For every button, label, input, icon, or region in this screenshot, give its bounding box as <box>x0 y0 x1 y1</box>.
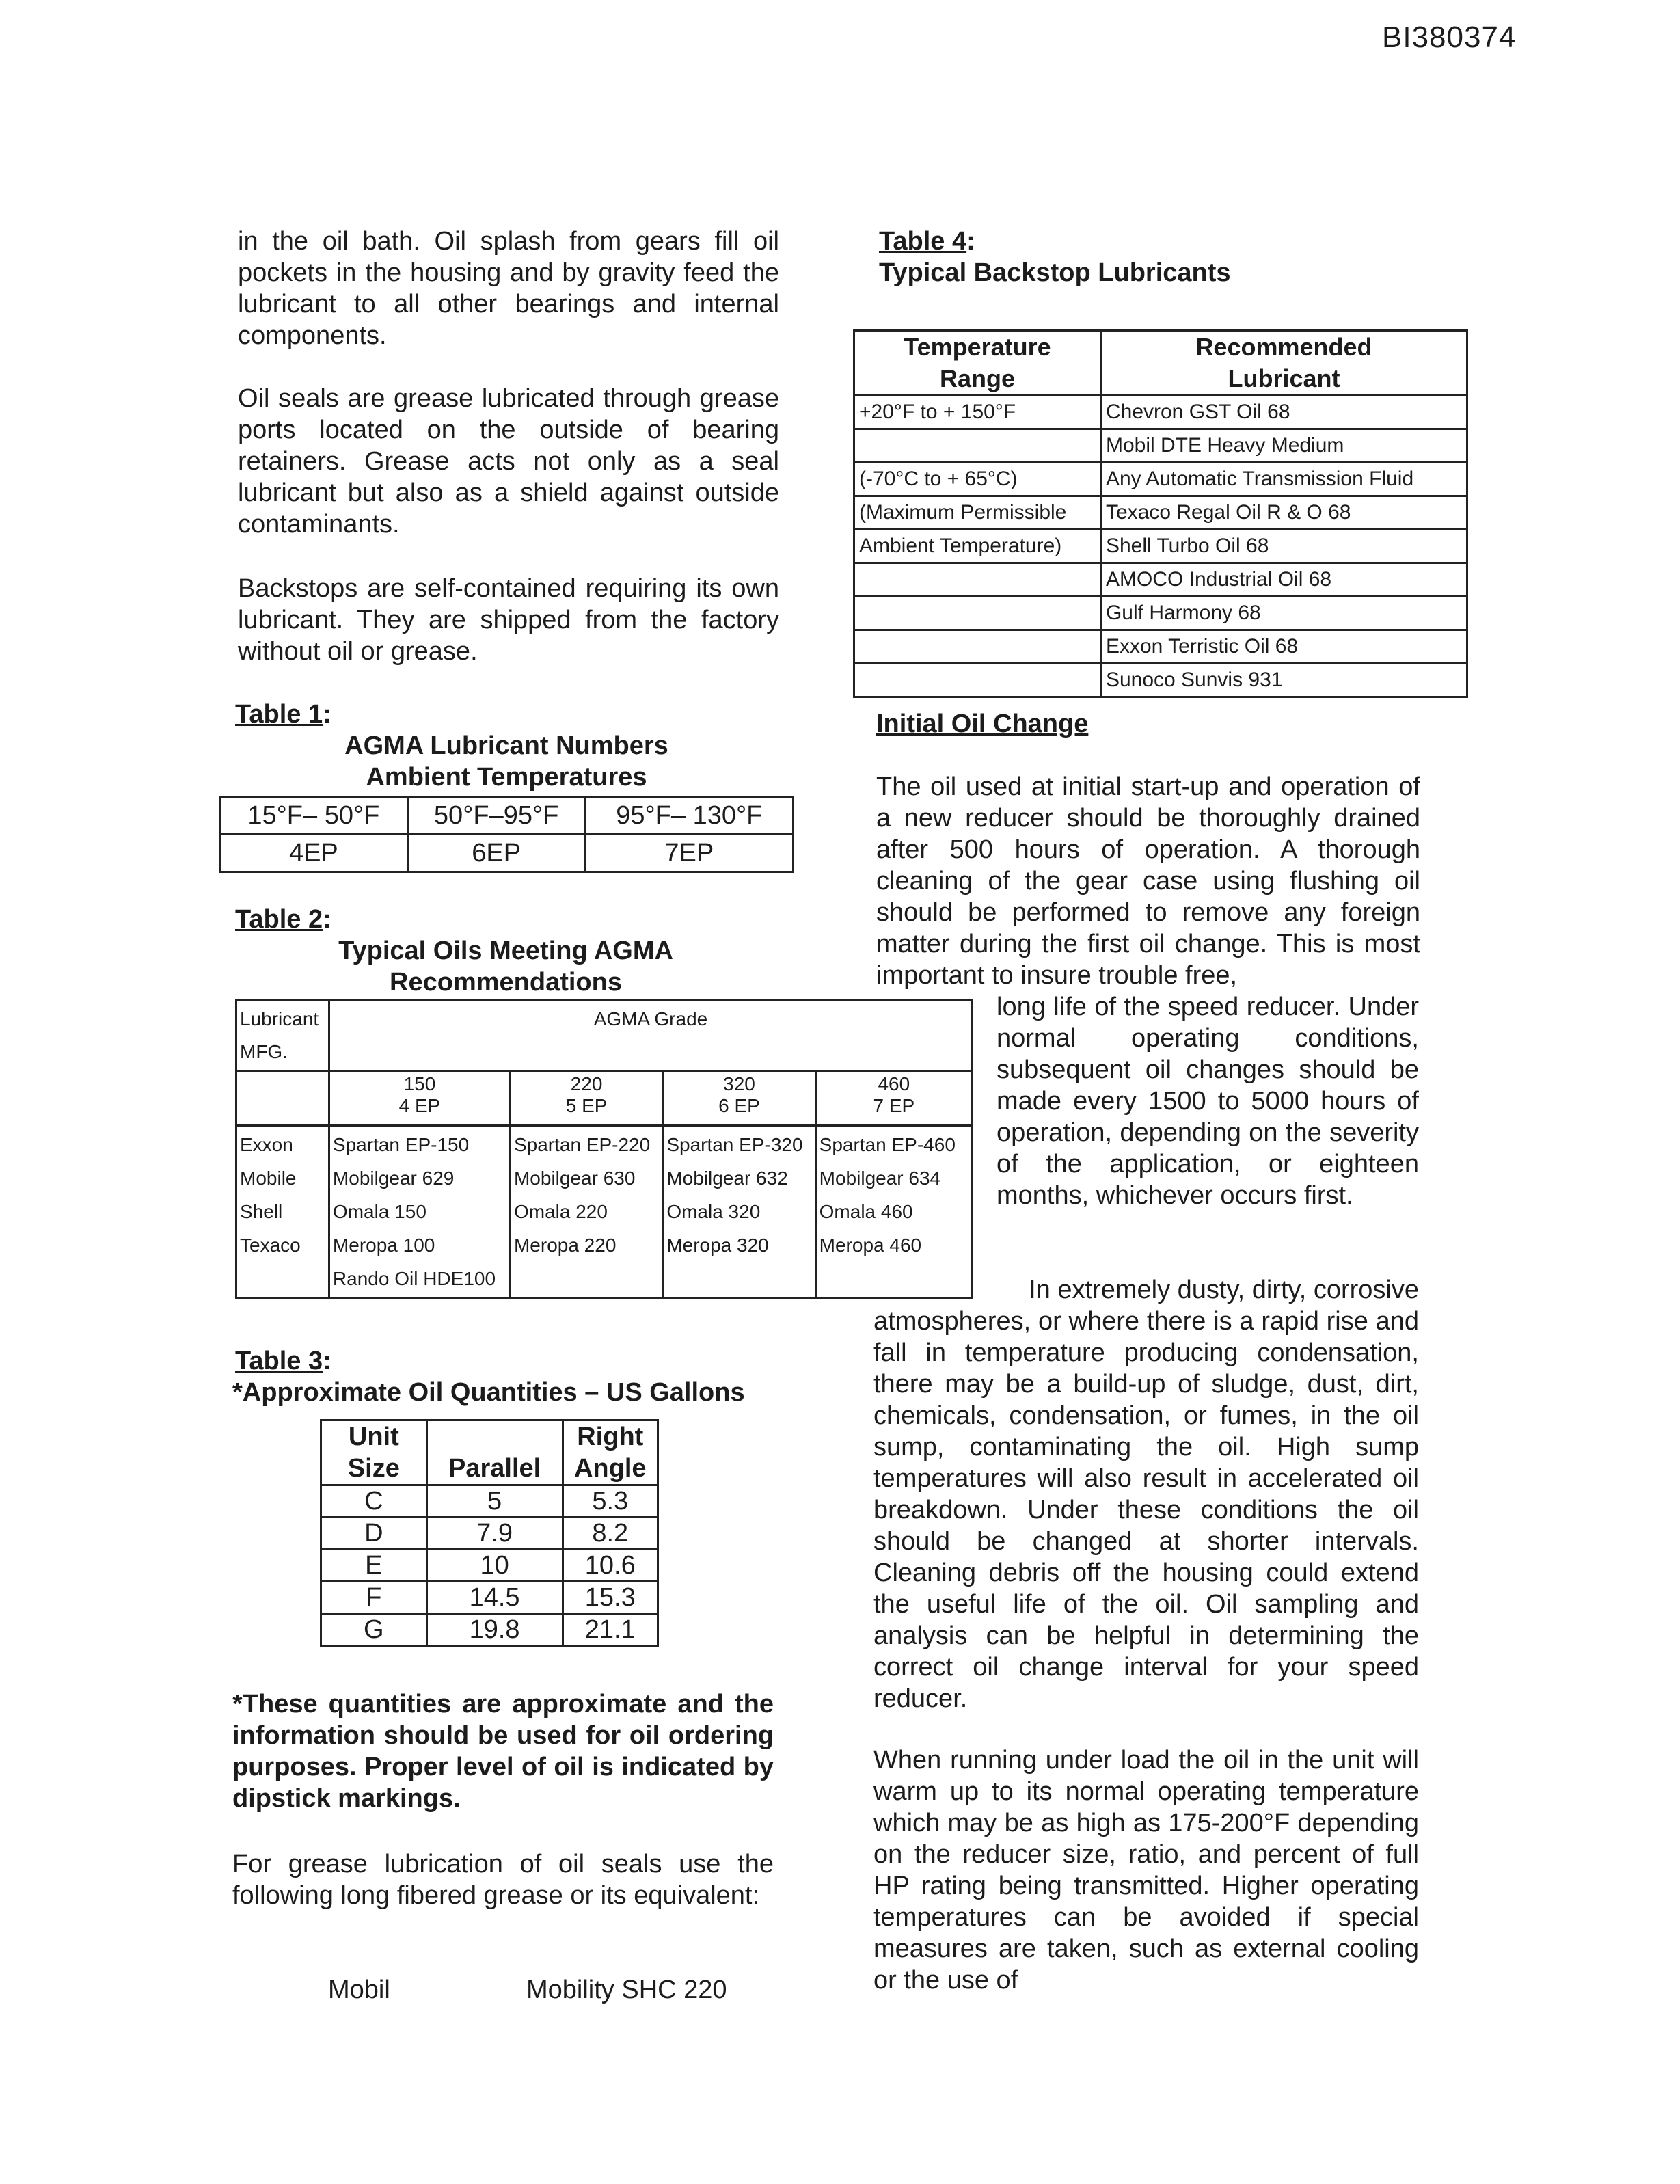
table1-header-cell: 50°F–95°F <box>407 797 585 835</box>
table-row <box>854 429 1467 463</box>
table1-title <box>219 730 794 793</box>
table3-oil-quantities <box>320 1419 659 1647</box>
table1-value-cell: 6EP <box>407 835 585 872</box>
table2-mfg-header: Lubricant MFG. <box>236 1001 329 1071</box>
table3-header-cell: Parallel <box>426 1420 563 1485</box>
table3-cell: 5.3 <box>563 1485 658 1518</box>
table3-cell: 14.5 <box>426 1582 563 1614</box>
table-row <box>321 1518 658 1550</box>
table2-grade320-column <box>663 1126 815 1298</box>
table2-cell: Meropa 320 <box>666 1235 769 1256</box>
table-row <box>854 463 1467 496</box>
table4-temp-cell <box>854 630 1101 664</box>
table-row <box>854 530 1467 563</box>
table4-lubricant-cell: Mobil DTE Heavy Medium <box>1100 429 1467 463</box>
table2-mfg-mobile: Mobile <box>240 1168 297 1189</box>
table2-cell: Omala 320 <box>666 1201 761 1222</box>
table2-title-line2: Recommendations <box>390 968 622 997</box>
table2-cell: Spartan EP-320 <box>666 1134 803 1155</box>
table-row <box>321 1485 658 1518</box>
table2-grade-cell: 150 4 EP <box>329 1071 510 1126</box>
table3-header-cell: Right Angle <box>563 1420 658 1485</box>
table1-value-cell: 4EP <box>220 835 408 872</box>
table3-cell: 10 <box>426 1550 563 1582</box>
table-row <box>321 1614 658 1646</box>
table3-cell: 21.1 <box>563 1614 658 1646</box>
paragraph-operating-temp: When running under load the oil in the unit will warm up to its normal operating temperature which may be as high as 175-200°F depending on the reducer size, ratio, and percent of full HP rating being transmitted. Higher operating temperatures can be avoided if special measures are taken, such as external cooling or the use of <box>873 1746 1419 1995</box>
table2-mfg-exxon: Exxon <box>240 1134 293 1155</box>
table4-lubricant-cell: Exxon Terristic Oil 68 <box>1100 630 1467 664</box>
table-row <box>321 1582 658 1614</box>
table3-cell: E <box>321 1550 427 1582</box>
table3-cell: 10.6 <box>563 1550 658 1582</box>
table1-header-row <box>220 797 794 835</box>
table4-header-row <box>854 331 1467 396</box>
paragraph-oil-bath: in the oil bath. Oil splash from gears fill oil pockets in the housing and by gravity feed the lubricant to all other bearings and internal components. <box>238 227 779 350</box>
table3-cell: 19.8 <box>426 1614 563 1646</box>
table2-grade-cell: 460 7 EP <box>815 1071 972 1126</box>
table3-cell: 5 <box>426 1485 563 1518</box>
table-row <box>854 597 1467 630</box>
table-row <box>854 496 1467 530</box>
table2-grade-cell: 220 5 EP <box>510 1071 662 1126</box>
table-row <box>854 396 1467 429</box>
table3-cell: 7.9 <box>426 1518 563 1550</box>
table4-temp-cell: Ambient Temperature) <box>854 530 1101 563</box>
table1-value-row <box>220 835 794 872</box>
table2-cell: Omala 220 <box>513 1201 608 1222</box>
table-row <box>321 1550 658 1582</box>
table4-title: Typical Backstop Lubricants <box>879 258 1231 287</box>
table3-cell: F <box>321 1582 427 1614</box>
table2-cell: Omala 150 <box>332 1201 426 1222</box>
table1-header-cell: 95°F– 130°F <box>585 797 793 835</box>
quantities-note: *These quantities are approximate and the information should be used for oil ordering purposes. Proper level of oil is indicated by dipstick markings. <box>232 1690 774 1813</box>
paragraph-dusty-b: atmospheres, or where there is a rapid rise and fall in temperature producing condensation, there may be a build-up of sludge, dust, dirt, chemicals, condensation, or fumes, in the oil sump, contaminating the oil. High sump temperatures will also result in accelerated oil breakdown. Under these conditions the oil should be changed at shorter intervals. Cleaning debris off the housing could extend the useful life of the oil. Oil sampling and analysis can be helpful in determining the correct oil change interval for your speed reducer. <box>873 1307 1419 1713</box>
paragraph-dusty-a: In extremely dusty, dirty, corrosive <box>1029 1276 1419 1304</box>
table4-lubricant-cell: Texaco Regal Oil R & O 68 <box>1100 496 1467 530</box>
table2-grade-cell: 320 6 EP <box>663 1071 815 1126</box>
table1-caption: Table 1: <box>235 700 331 729</box>
table3-cell: C <box>321 1485 427 1518</box>
grease-product: Mobility SHC 220 <box>526 1976 727 2004</box>
table-row <box>854 630 1467 664</box>
table4-temp-cell <box>854 597 1101 630</box>
table3-cell: G <box>321 1614 427 1646</box>
table2-cell: Spartan EP-460 <box>819 1134 956 1155</box>
table2-cell: Spartan EP-220 <box>513 1134 651 1155</box>
table3-cell: 15.3 <box>563 1582 658 1614</box>
document-id: BI380374 <box>1382 21 1517 54</box>
table4-temp-cell: (Maximum Permissible <box>854 496 1101 530</box>
table3-caption: Table 3: <box>235 1347 331 1375</box>
table2-header-row <box>236 1001 973 1071</box>
table2-mfg-column <box>236 1126 329 1298</box>
paragraph-initial-oil-a: The oil used at initial start-up and operation of a new reducer should be thoroughly drained after 500 hours of operation. A thorough cleaning of the gear case using flushing oil should be performed to remove any foreign matter during the first oil change. This is most important to insure trouble free, <box>876 772 1420 990</box>
table2-mfg-texaco: Texaco <box>240 1235 301 1256</box>
table-row <box>854 563 1467 597</box>
table2-cell: Rando Oil HDE100 <box>332 1268 496 1289</box>
table4-header-cell: Recommended Lubricant <box>1100 331 1467 396</box>
table2-cell: Meropa 220 <box>513 1235 617 1256</box>
table2-body-row <box>236 1126 973 1298</box>
table4-temp-cell: (-70°C to + 65°C) <box>854 463 1101 496</box>
table4-lubricant-cell: Chevron GST Oil 68 <box>1100 396 1467 429</box>
table2-mfg-shell: Shell <box>240 1201 283 1222</box>
table3-header-row <box>321 1420 658 1485</box>
table2-cell: Meropa 460 <box>819 1235 922 1256</box>
table2-title-line1: Typical Oils Meeting AGMA <box>338 936 673 965</box>
table2-cell: Spartan EP-150 <box>332 1134 470 1155</box>
table4-temp-cell <box>854 664 1101 697</box>
table2-caption: Table 2: <box>235 905 331 934</box>
table2-grade-blank <box>236 1071 329 1126</box>
table4-temp-cell <box>854 429 1101 463</box>
table4-lubricant-cell: Any Automatic Transmission Fluid <box>1100 463 1467 496</box>
table1-value-cell: 7EP <box>585 835 793 872</box>
table1-agma-lubricant <box>219 796 794 873</box>
table1-title-line2: Ambient Temperatures <box>366 763 647 792</box>
table2-grade-header: AGMA Grade <box>329 1001 972 1071</box>
table4-lubricant-cell: AMOCO Industrial Oil 68 <box>1100 563 1467 597</box>
paragraph-grease: For grease lubrication of oil seals use the following long fibered grease or its equivalent: <box>232 1850 774 1910</box>
section-heading-initial-oil-change: Initial Oil Change <box>876 710 1089 738</box>
table1-title-line1: AGMA Lubricant Numbers <box>344 731 668 760</box>
table2-title <box>232 935 779 998</box>
table2-grade460-column <box>815 1126 972 1298</box>
table2-grade220-column <box>510 1126 662 1298</box>
table3-header-cell: Unit Size <box>321 1420 427 1485</box>
table4-temp-cell: +20°F to + 150°F <box>854 396 1101 429</box>
table4-lubricant-cell: Gulf Harmony 68 <box>1100 597 1467 630</box>
table3-title: *Approximate Oil Quantities – US Gallons <box>232 1378 745 1407</box>
table2-cell: Mobilgear 629 <box>332 1168 455 1189</box>
table2-cell: Mobilgear 630 <box>513 1168 636 1189</box>
paragraph-backstops: Backstops are self-contained requiring its own lubricant. They are shipped from the factory without oil or grease. <box>238 574 779 666</box>
paragraph-initial-oil-b: long life of the speed reducer. Under normal operating conditions, subsequent oil changes should be made every 1500 to 5000 hours of operation, depending on the severity of the application, or eighteen months, whichever occurs first. <box>997 993 1419 1210</box>
table2-grade-row <box>236 1071 973 1126</box>
table4-temp-cell <box>854 563 1101 597</box>
table2-cell: Mobilgear 634 <box>819 1168 941 1189</box>
table1-header-cell: 15°F– 50°F <box>220 797 408 835</box>
table3-cell: D <box>321 1518 427 1550</box>
table2-cell: Mobilgear 632 <box>666 1168 788 1189</box>
table2-cell: Meropa 100 <box>332 1235 435 1256</box>
table3-cell: 8.2 <box>563 1518 658 1550</box>
table4-caption: Table 4: <box>879 227 975 256</box>
table2-grade150-column <box>329 1126 510 1298</box>
grease-brand: Mobil <box>328 1976 390 2004</box>
table2-typical-oils <box>235 999 973 1299</box>
table4-lubricant-cell: Sunoco Sunvis 931 <box>1100 664 1467 697</box>
table4-lubricant-cell: Shell Turbo Oil 68 <box>1100 530 1467 563</box>
table4-backstop-lubricants <box>853 329 1468 698</box>
table2-cell: Omala 460 <box>819 1201 913 1222</box>
paragraph-oil-seals: Oil seals are grease lubricated through grease ports located on the outside of bearing retainers. Grease acts not only as a seal lubricant but also as a shield against outside contaminants. <box>238 384 779 539</box>
table4-header-cell: Temperature Range <box>854 331 1101 396</box>
table-row <box>854 664 1467 697</box>
